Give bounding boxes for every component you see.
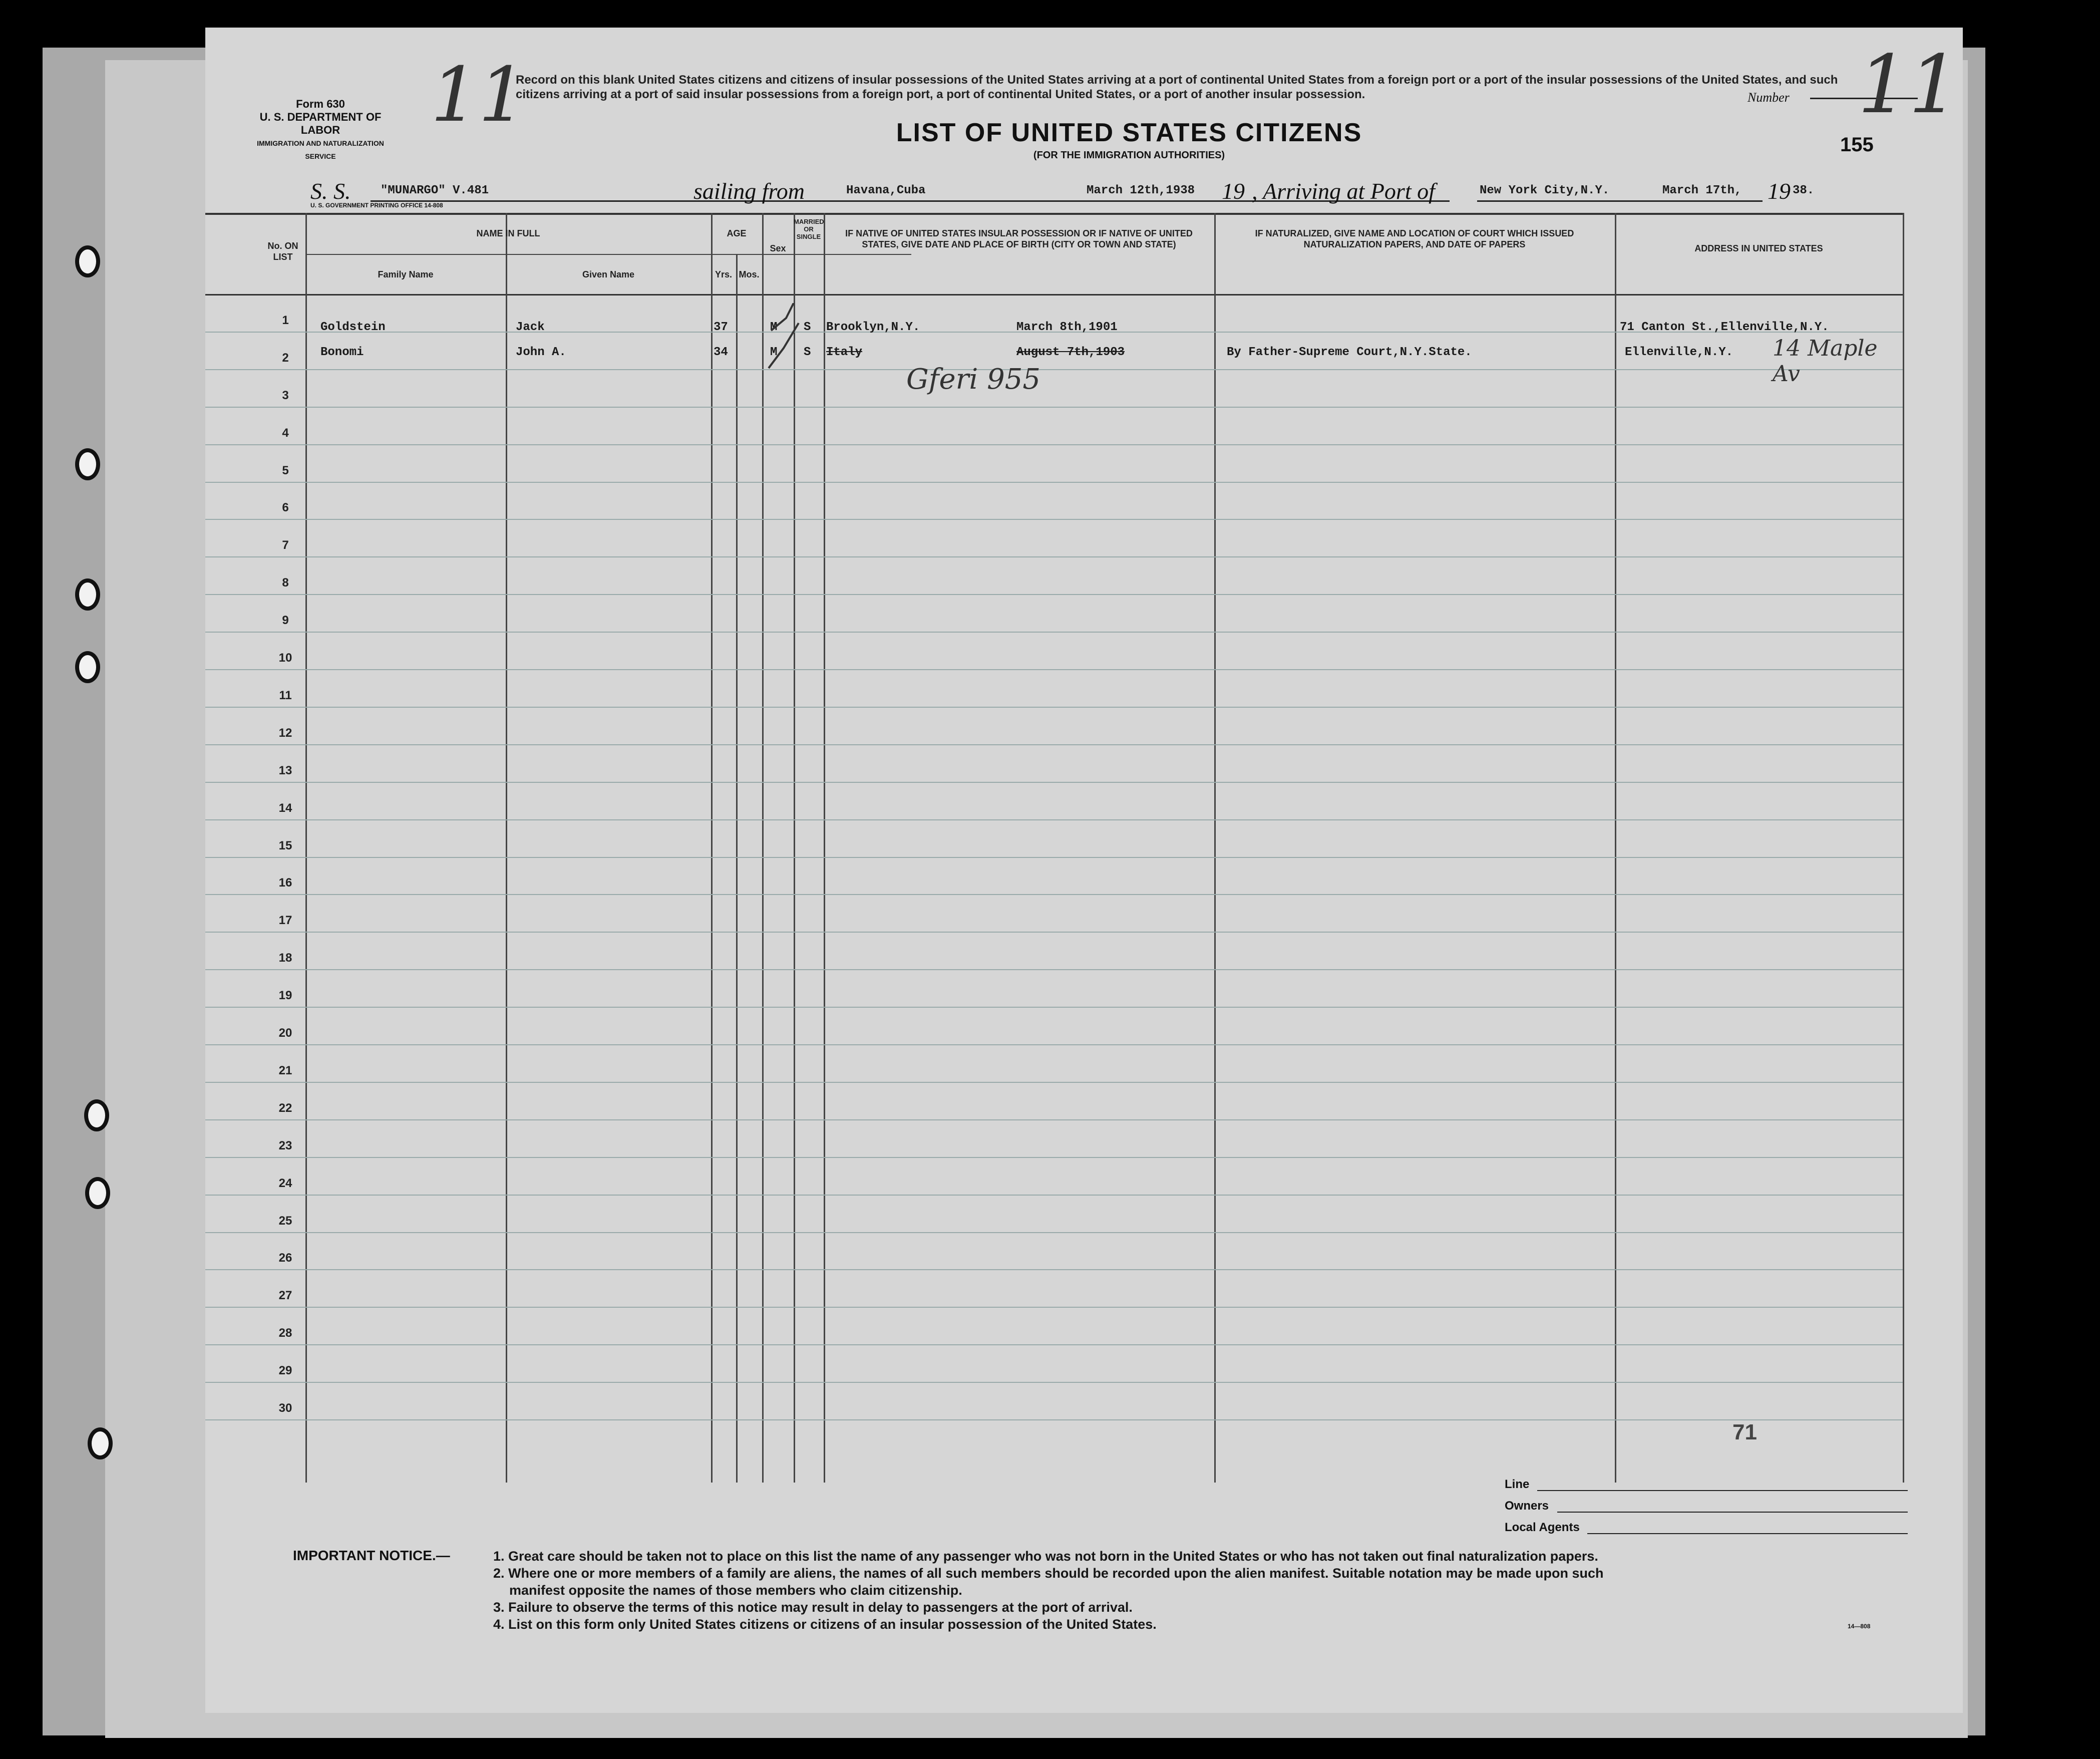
row2-naturalized: By Father-Supreme Court,N.Y.State.	[1227, 346, 1472, 359]
footer-agents-blank	[1587, 1533, 1908, 1534]
notice-item-2: 2. Where one or more members of a family are aliens, the names of all such members should be recorded upon the alien manifest. Suitable notation may be made upon such	[493, 1566, 1604, 1581]
row-line	[205, 707, 1903, 708]
row1-birth-place: Brooklyn,N.Y.	[826, 321, 920, 334]
col-birth-header: IF NATIVE OF UNITED STATES INSULAR POSSESSION OR IF NATIVE OF UNITED STATES, GIVE DATE AND PLACE OF BIRTH (CITY OR TOWN AND STATE)	[845, 228, 1193, 249]
row-line	[205, 556, 1903, 557]
handwritten-number: 11	[1858, 38, 1960, 131]
binder-hole	[75, 448, 100, 480]
row-number: 9	[282, 614, 289, 628]
notice-item-1: 1. Great care should be taken not to place on this list the name of any passenger who was not born in the United States or who has not taken out final naturalization papers.	[493, 1549, 1598, 1564]
col-divider	[824, 213, 825, 1483]
row2-yrs: 34	[714, 346, 728, 359]
footer-owners-blank	[1557, 1512, 1908, 1513]
sailing-label: sailing from	[693, 178, 805, 204]
row-line	[205, 1044, 1903, 1045]
col-name-header: NAME IN FULL	[476, 228, 540, 238]
row1-family: Goldstein	[320, 321, 386, 334]
row-line	[205, 932, 1903, 933]
check-strokes	[764, 303, 829, 373]
table-top-border	[205, 213, 1903, 215]
row-line	[205, 1157, 1903, 1158]
binder-hole	[75, 578, 100, 611]
row1-birth-date: March 8th,1901	[1016, 321, 1118, 334]
row-number: 8	[282, 576, 289, 590]
col-divider	[1903, 213, 1904, 1483]
footer-owners-label: Owners	[1505, 1499, 1549, 1513]
document-title: LIST OF UNITED STATES CITIZENS	[896, 118, 1362, 147]
col-divider	[1214, 213, 1216, 1483]
notice-item-3: 3. Failure to observe the terms of this notice may result in delay to passengers at the port of arrival.	[493, 1600, 1133, 1615]
header-bottom-border	[205, 294, 1903, 296]
row-number: 15	[278, 838, 292, 852]
row-line	[205, 744, 1903, 745]
row-line	[205, 369, 1903, 370]
row1-yrs: 37	[714, 321, 728, 334]
col-divider	[736, 254, 738, 1483]
row-line	[205, 1344, 1903, 1345]
row-number: 20	[278, 1026, 292, 1040]
col-family-header: Family Name	[378, 269, 434, 279]
service-name: IMMIGRATION AND NATURALIZATION SERVICE	[257, 139, 384, 160]
col-divider	[794, 213, 795, 1483]
page-number: 155	[1840, 134, 1874, 156]
col-divider	[711, 213, 713, 1483]
row-line	[205, 632, 1903, 633]
binder-hole	[75, 245, 100, 277]
handwritten-address-note: 14 Maple Av	[1773, 336, 1878, 387]
col-given-header: Given Name	[582, 269, 635, 279]
binder-hole	[75, 651, 100, 683]
row-line	[205, 1307, 1903, 1308]
row-number: 12	[278, 726, 292, 740]
binder-hole	[88, 1427, 113, 1459]
notice-item-2-cont: manifest opposite the names of those members who claim citizenship.	[509, 1583, 962, 1598]
row-line	[205, 1269, 1903, 1270]
arrival-year-suffix: 38.	[1793, 184, 1815, 197]
footer-line-label: Line	[1505, 1478, 1530, 1491]
row-number: 11	[279, 688, 292, 702]
row-line	[205, 519, 1903, 520]
print-code-top: U. S. GOVERNMENT PRINTING OFFICE 14-808	[310, 202, 443, 209]
row-number: 30	[278, 1401, 292, 1415]
row-number: 1	[282, 313, 289, 327]
row-line	[205, 594, 1903, 595]
row-number: 26	[278, 1251, 292, 1265]
notice-body	[493, 1548, 1925, 1633]
row-line	[205, 1382, 1903, 1383]
arrival-year-prefix: 19	[1768, 178, 1791, 204]
row-number: 16	[278, 876, 292, 890]
row2-sex: M	[770, 346, 778, 359]
row-number: 2	[282, 351, 289, 365]
row-number: 14	[278, 801, 292, 815]
form-id	[245, 98, 396, 163]
col-divider	[1615, 213, 1616, 1483]
row-number: 13	[278, 763, 292, 777]
row-line	[205, 669, 1903, 670]
row1-sex: M	[770, 321, 778, 334]
arrival-port: New York City,N.Y.	[1480, 184, 1610, 197]
handwritten-form-number: 11	[431, 52, 526, 139]
print-code-bottom: 14—808	[1848, 1623, 1871, 1630]
col-divider	[762, 213, 764, 1483]
row-line	[205, 1232, 1903, 1233]
col-no-header: No. ON LIST	[267, 241, 298, 262]
row-line	[205, 894, 1903, 895]
row2-given: John A.	[516, 346, 566, 359]
footer-line-blank	[1537, 1490, 1908, 1491]
row-number: 18	[278, 951, 292, 965]
col-yrs-header: Yrs.	[715, 269, 733, 279]
row-line	[205, 1119, 1903, 1120]
binder-hole	[84, 1099, 109, 1131]
row-line	[205, 1082, 1903, 1083]
col-age-header: AGE	[727, 228, 747, 238]
row-number: 10	[278, 651, 292, 665]
col-address-header: ADDRESS IN UNITED STATES	[1694, 243, 1823, 253]
from-port: Havana,Cuba	[846, 184, 926, 197]
col-mos-header: Mos.	[739, 269, 760, 279]
row-line	[205, 969, 1903, 970]
row1-ms: S	[804, 321, 811, 334]
name-subhead-border	[305, 254, 911, 255]
row-number: 5	[282, 463, 289, 477]
row1-given: Jack	[516, 321, 545, 334]
footer-agents-label: Local Agents	[1505, 1521, 1580, 1534]
row-number: 17	[278, 914, 292, 928]
record-instructions: Record on this blank United States citizens and citizens of insular possessions of the United States arriving at a port of continental United States from a foreign port or a port of the insular possessions of the United States, and such citizens arriving at a port of said insular possessions from a foreign port, a port of continental United States, or a port of another insular possession.	[516, 73, 1838, 101]
row-number: 4	[282, 426, 289, 440]
row-line	[205, 782, 1903, 783]
row2-family: Bonomi	[320, 346, 364, 359]
department-name: U. S. DEPARTMENT OF LABOR	[259, 111, 382, 136]
row2-birth-place: Italy	[826, 346, 863, 359]
col-married-header: MARRIED OR SINGLE	[794, 218, 824, 240]
arrival-line	[1477, 200, 1763, 202]
form-number: Form 630	[296, 98, 345, 110]
row-number: 22	[278, 1101, 292, 1115]
document-subtitle: (FOR THE IMMIGRATION AUTHORITIES)	[1033, 150, 1225, 161]
row-number: 19	[278, 989, 292, 1003]
passenger-table	[205, 202, 1903, 1483]
col-divider	[506, 213, 507, 1483]
row-number: 27	[278, 1289, 292, 1303]
row2-birth-date: August 7th,1903	[1016, 346, 1125, 359]
row-line	[205, 819, 1903, 820]
stamp-number: 71	[1732, 1420, 1757, 1444]
ss-label: S. S.	[310, 178, 351, 204]
arriving-label: , Arriving at Port of	[1252, 178, 1435, 204]
row-line	[205, 1007, 1903, 1008]
ship-name: "MUNARGO" V.481	[381, 184, 489, 197]
row2-ms: S	[804, 346, 811, 359]
row-number: 24	[278, 1176, 292, 1190]
row-number: 28	[278, 1326, 292, 1340]
col-divider	[305, 213, 307, 1483]
arrival-date: March 17th,	[1662, 184, 1742, 197]
col-naturalized-header: IF NATURALIZED, GIVE NAME AND LOCATION OF COURT WHICH ISSUED NATURALIZATION PAPERS, AND DATE OF PAPERS	[1255, 228, 1574, 249]
row-line	[205, 482, 1903, 483]
row-number: 7	[282, 538, 289, 552]
row-number: 23	[278, 1138, 292, 1152]
notice-item-4: 4. List on this form only United States citizens or citizens of an insular possession of the United States.	[493, 1617, 1157, 1632]
handwritten-annotation: Gferi 955	[906, 363, 1040, 396]
row1-address: 71 Canton St.,Ellenville,N.Y.	[1620, 321, 1829, 334]
row-number: 3	[282, 388, 289, 402]
number-label: Number	[1747, 90, 1790, 105]
col-sex-header: Sex	[770, 243, 786, 253]
row-line	[205, 444, 1903, 445]
notice-heading: IMPORTANT NOTICE.—	[293, 1548, 450, 1563]
row-line	[205, 407, 1903, 408]
year-prefix: 19	[1222, 178, 1245, 204]
sailing-date: March 12th,1938	[1087, 184, 1195, 197]
row-line	[205, 1195, 1903, 1196]
row2-address: Ellenville,N.Y.	[1625, 346, 1733, 359]
row-number: 25	[278, 1214, 292, 1228]
binder-hole	[85, 1177, 110, 1209]
row-number: 21	[278, 1063, 292, 1077]
row-number: 6	[282, 501, 289, 515]
row-number: 29	[278, 1364, 292, 1378]
row-line	[205, 857, 1903, 858]
row-line	[205, 1419, 1903, 1420]
